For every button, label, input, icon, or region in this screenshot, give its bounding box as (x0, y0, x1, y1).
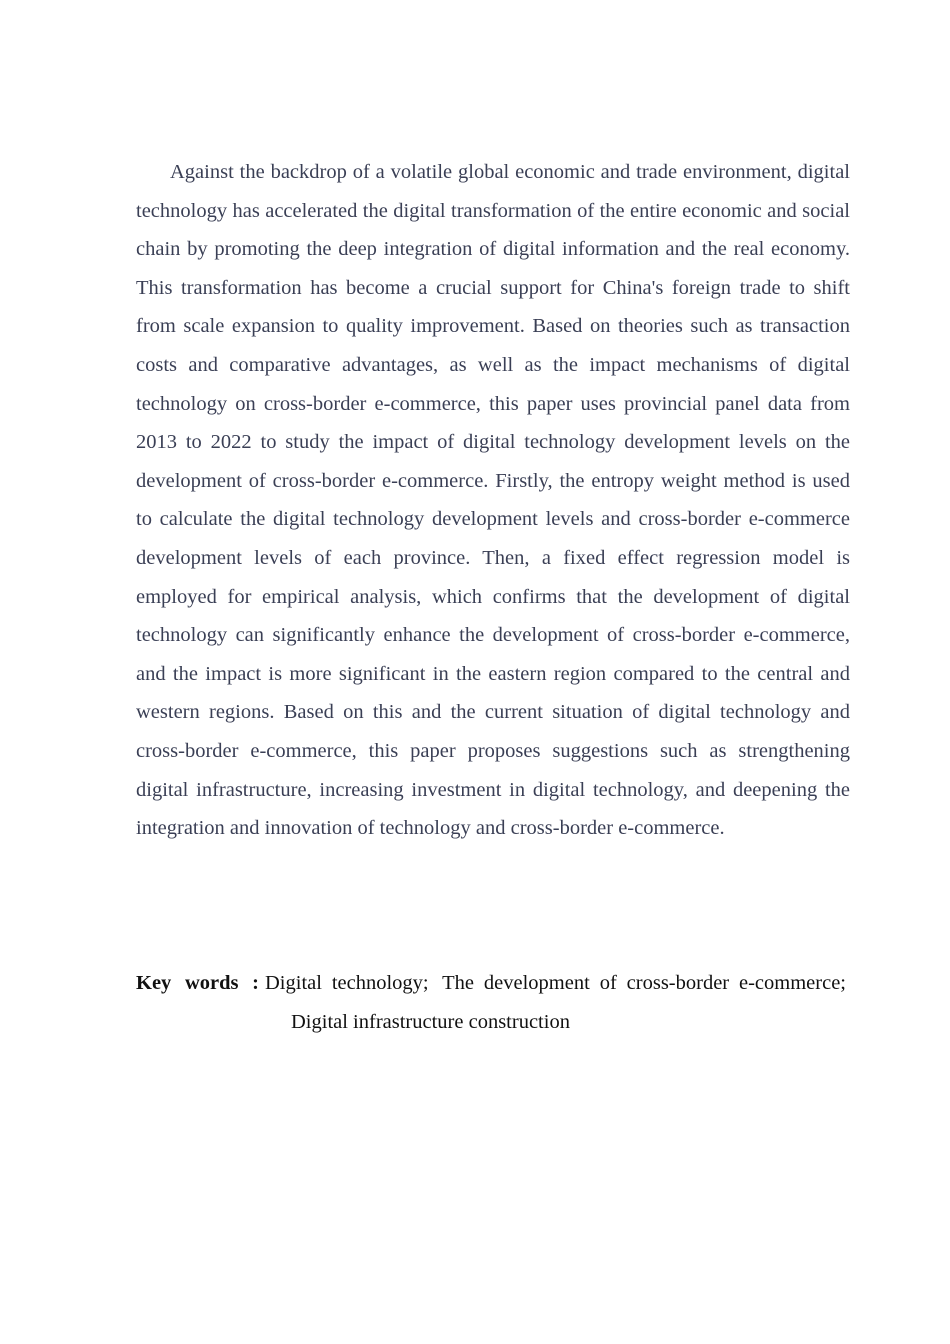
keywords-list (265, 964, 850, 1041)
keywords-label-second: words (184, 972, 239, 994)
keyword-item: Digital infrastructure construction (291, 1010, 570, 1033)
keywords-label-first: Key (136, 972, 172, 994)
keywords-section (136, 964, 850, 1041)
keywords-label (136, 964, 265, 1003)
keyword-item: Digital technology; (265, 972, 429, 994)
keywords-colon: : (252, 972, 259, 994)
keyword-item: The development of cross-border e-commerce; (442, 972, 846, 994)
abstract-paragraph: Against the backdrop of a volatile global economic and trade environment, digital technology has accelerated the digital transformation of the entire economic and social chain by promoting the deep integration of digital information and the real economy. This transformation has become a crucial support for China's foreign trade to shift from scale expansion to quality improvement. Based on theories such as transaction costs and comparative advantages, as well as the impact mechanisms of digital technology on cross-border e-commerce, this paper uses provincial panel data from 2013 to 2022 to study the impact of digital technology development levels on the development of cross-border e-commerce. Firstly, the entropy weight method is used to calculate the digital technology development levels and cross-border e-commerce development levels of each province. Then, a fixed effect regression model is employed for empirical analysis, which confirms that the development of digital technology can significantly enhance the development of cross-border e-commerce, and the impact is more significant in the eastern region compared to the central and western regions. Based on this and the current situation of digital technology and cross-border e-commerce, this paper proposes suggestions such as strengthening digital infrastructure, increasing investment in digital technology, and deepening the integration and innovation of technology and cross-border e-commerce. (136, 161, 850, 840)
